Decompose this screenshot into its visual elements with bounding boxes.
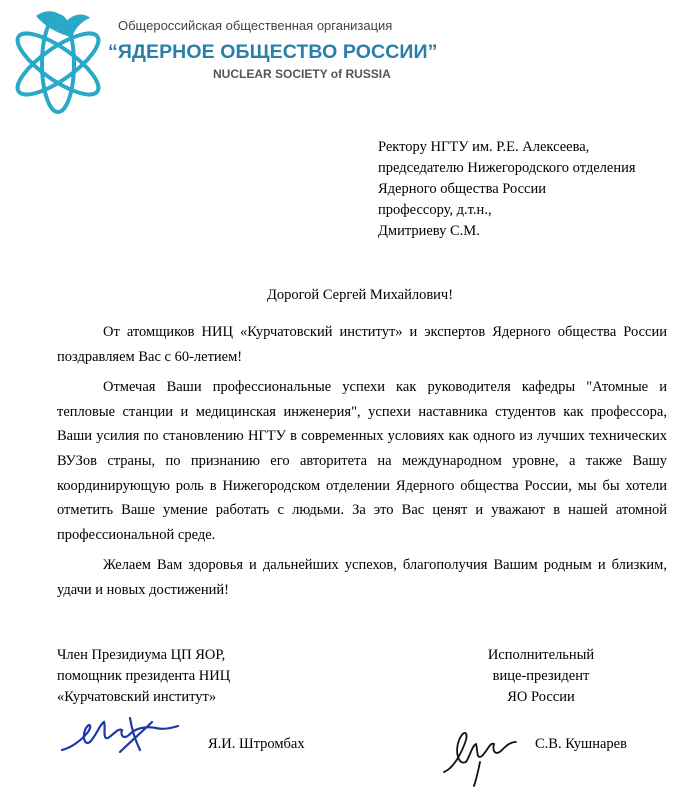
greeting: Дорогой Сергей Михайлович! (266, 287, 454, 303)
recipient-line: Дмитриеву С.М. (378, 223, 480, 239)
signatory-left-title (57, 645, 230, 708)
recipient-line: Ядерного общества России (378, 181, 546, 197)
recipient-line: профессору, д.т.н., (378, 202, 492, 218)
org-name-en: NUCLEAR SOCIETY of RUSSIA (213, 67, 391, 81)
letterhead (0, 0, 680, 100)
signatory-left-name: Я.И. Штромбах (208, 736, 305, 752)
signatory-title-line: «Курчатовский институт» (57, 689, 217, 705)
recipient-line: председателю Нижегородского отделения (378, 160, 636, 176)
body-paragraph: Желаем Вам здоровья и дальнейших успехов, благополучия Вашим родным и близким, удачи и новых достижений! (57, 557, 667, 598)
signatory-right-title (476, 645, 606, 708)
org-name: “ЯДЕРНОЕ ОБЩЕСТВО РОССИИ” (108, 41, 438, 63)
signatory-title-line: ЯО России (507, 689, 575, 705)
recipient-block (378, 137, 636, 242)
signatory-title-line: помощник президента НИЦ (57, 668, 231, 684)
org-type: Общероссийская общественная организация (118, 18, 393, 33)
letter-body (57, 320, 667, 609)
atom-dove-logo-icon (6, 4, 116, 114)
signatory-title-line: вице-президент (492, 668, 590, 684)
signature-left (60, 712, 180, 757)
body-paragraph: От атомщиков НИЦ «Курчатовский институт» и экспертов Ядерного общества России поздравляем Вас с 60-летием! (57, 324, 667, 365)
signatory-title-line: Член Президиума ЦП ЯОР, (57, 647, 226, 663)
recipient-line: Ректору НГТУ им. Р.Е. Алексеева, (378, 139, 590, 155)
signatory-title-line: Исполнительный (487, 647, 595, 663)
body-paragraph: Отмечая Ваши профессиональные успехи как руководителя кафедры "Атомные и тепловые станции и медицинская инженерия", успехи наставника студентов как профессора, Ваши усилия по становлению НГТУ в современных условиях как одного из лучших технических ВУЗов страны, по признанию его авторитета на международном уровне, а также Вашу координирующую роль в Нижегородском отделении Ядерного общества России, мы бы хотели отметить Ваше умение работать с людьми. За это Вас ценят и уважают в нашей атомной профессиональной среде. (57, 379, 667, 543)
signature-right (440, 722, 520, 787)
signatory-right-name: С.В. Кушнарев (535, 736, 627, 752)
